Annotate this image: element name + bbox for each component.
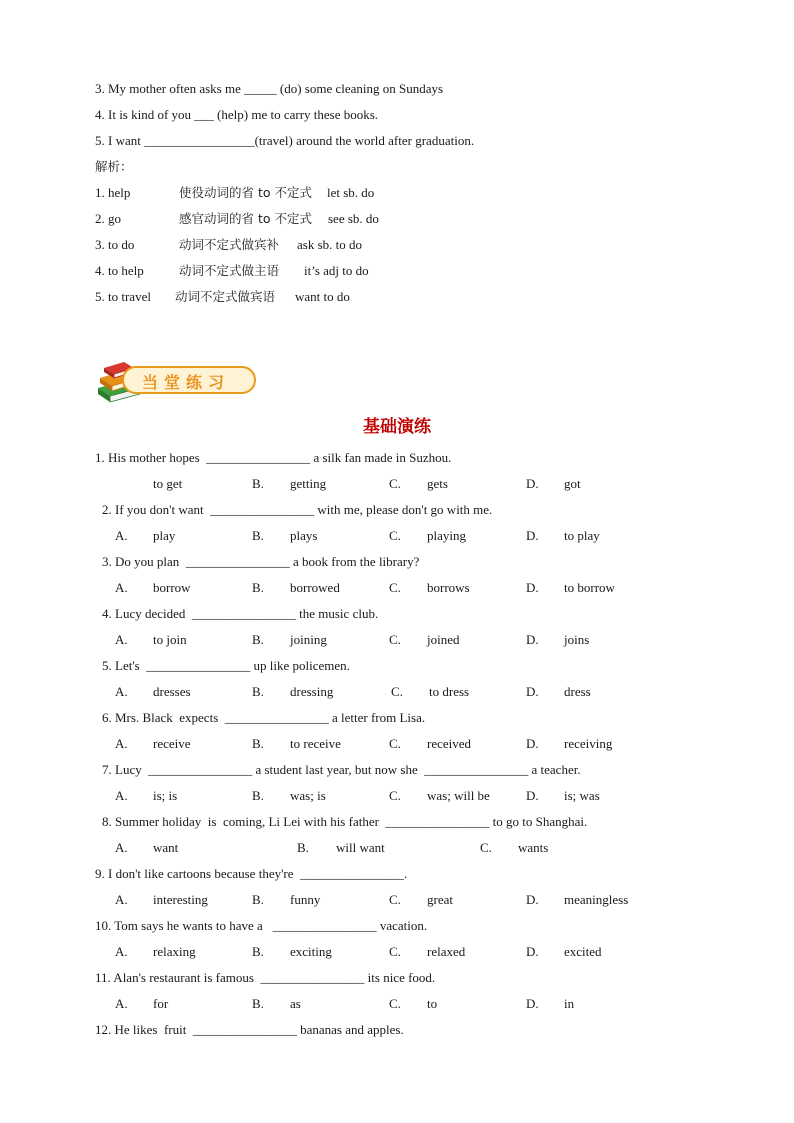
option-text[interactable]: joins xyxy=(564,632,590,647)
option-text[interactable]: borrows xyxy=(427,580,470,595)
option-letter: A. xyxy=(115,892,128,907)
option-text[interactable]: to receive xyxy=(290,736,341,751)
option-text[interactable]: joining xyxy=(290,632,327,647)
option-letter: A. xyxy=(115,840,128,855)
analysis-rule: 动词不定式做宾语 xyxy=(175,289,276,304)
option-letter: C. xyxy=(391,684,403,699)
option-text[interactable]: to play xyxy=(564,528,600,543)
banner-label: 当堂练习 xyxy=(142,373,231,392)
option-letter: D. xyxy=(526,684,539,699)
option-text[interactable]: playing xyxy=(427,528,466,543)
option-letter: D. xyxy=(526,632,539,647)
option-text[interactable]: to borrow xyxy=(564,580,615,595)
option-text[interactable]: exciting xyxy=(290,944,332,959)
option-text[interactable]: borrowed xyxy=(290,580,340,595)
option-letter: C. xyxy=(389,944,401,959)
option-text[interactable]: gets xyxy=(427,476,448,491)
analysis-rule: 动词不定式做宾补 xyxy=(179,237,280,252)
option-text[interactable]: is; is xyxy=(153,788,178,803)
option-letter: A. xyxy=(115,788,128,803)
option-text[interactable]: is; was xyxy=(564,788,600,803)
option-letter: C. xyxy=(389,736,401,751)
option-letter: A. xyxy=(115,736,128,751)
option-text[interactable]: was; will be xyxy=(427,788,490,803)
practice-banner xyxy=(94,358,259,404)
analysis-row xyxy=(95,211,379,227)
option-letter: C. xyxy=(389,580,401,595)
option-text[interactable]: great xyxy=(427,892,453,907)
option-letter: C. xyxy=(389,788,401,803)
option-letter: D. xyxy=(526,528,539,543)
option-letter: C. xyxy=(389,996,401,1011)
intro-line-4: 4. It is kind of you ___ (help) me to carry these books. xyxy=(95,107,379,122)
option-text[interactable]: interesting xyxy=(153,892,208,907)
question-text: 2. If you don't want ________________ with me, please don't go with me. xyxy=(102,502,493,517)
option-text[interactable]: meaningless xyxy=(564,892,629,907)
option-letter: B. xyxy=(252,632,264,647)
option-letter: D. xyxy=(526,788,539,803)
analysis-row xyxy=(95,263,369,279)
option-text[interactable]: was; is xyxy=(290,788,326,803)
option-letter: A. xyxy=(115,996,128,1011)
analysis-row xyxy=(95,289,350,305)
option-text[interactable]: for xyxy=(153,996,169,1011)
option-text[interactable]: excited xyxy=(564,944,602,959)
analysis-rule: 动词不定式做主语 xyxy=(179,263,280,278)
section-title: 基础演练 xyxy=(363,417,431,437)
option-text[interactable]: received xyxy=(427,736,472,751)
option-letter: B. xyxy=(252,892,264,907)
option-text[interactable]: to join xyxy=(153,632,187,647)
option-letter: B. xyxy=(252,996,264,1011)
option-letter: B. xyxy=(252,580,264,595)
analysis-pattern: want to do xyxy=(295,289,350,304)
analysis-pattern: let sb. do xyxy=(327,185,375,200)
option-letter: A. xyxy=(115,944,128,959)
option-text[interactable]: want xyxy=(153,840,179,855)
question-text: 12. He likes fruit ________________ bananas and apples. xyxy=(95,1022,404,1037)
option-text[interactable]: wants xyxy=(518,840,549,855)
option-text[interactable]: relaxed xyxy=(427,944,466,959)
option-letter: B. xyxy=(297,840,309,855)
intro-line-3: 3. My mother often asks me _____ (do) some cleaning on Sundays xyxy=(95,81,444,96)
analysis-row xyxy=(95,185,375,201)
option-letter: C. xyxy=(389,476,401,491)
question-text: 1. His mother hopes ________________ a silk fan made in Suzhou. xyxy=(95,450,452,465)
analysis-pattern: it’s adj to do xyxy=(304,263,369,278)
analysis-rule: 使役动词的省 to 不定式 xyxy=(179,185,312,200)
option-text[interactable]: dressing xyxy=(290,684,334,699)
question-text: 4. Lucy decided ________________ the music club. xyxy=(102,606,379,621)
analysis-pattern: ask sb. to do xyxy=(297,237,362,252)
analysis-answer: 5. to travel xyxy=(95,289,151,304)
intro-line-5: 5. I want _________________(travel) around the world after graduation. xyxy=(95,133,475,148)
question-text: 9. I don't like cartoons because they're ________________. xyxy=(95,866,408,881)
option-letter: D. xyxy=(526,892,539,907)
option-letter: B. xyxy=(252,476,264,491)
option-letter: B. xyxy=(252,788,264,803)
option-letter: D. xyxy=(526,736,539,751)
question-text: 7. Lucy ________________ a student last year, but now she ________________ a teacher. xyxy=(102,762,581,777)
option-letter: C. xyxy=(389,892,401,907)
option-text[interactable]: receiving xyxy=(564,736,613,751)
option-text[interactable]: plays xyxy=(290,528,318,543)
question-text: 6. Mrs. Black expects ________________ a letter from Lisa. xyxy=(102,710,426,725)
option-text[interactable]: borrow xyxy=(153,580,191,595)
option-text[interactable]: relaxing xyxy=(153,944,196,959)
option-text[interactable]: got xyxy=(564,476,581,491)
option-letter: A. xyxy=(115,528,128,543)
option-letter: C. xyxy=(480,840,492,855)
option-letter: C. xyxy=(389,632,401,647)
analysis-answer: 4. to help xyxy=(95,263,144,278)
analysis-answer: 1. help xyxy=(95,185,131,200)
option-letter: D. xyxy=(526,996,539,1011)
option-text[interactable]: to get xyxy=(153,476,183,491)
analysis-answer: 3. to do xyxy=(95,237,135,252)
option-letter: D. xyxy=(526,476,539,491)
option-text[interactable]: dresses xyxy=(153,684,191,699)
option-letter: A. xyxy=(115,632,128,647)
option-text[interactable]: in xyxy=(564,996,575,1011)
option-letter: B. xyxy=(252,528,264,543)
analysis-pattern: see sb. do xyxy=(328,211,379,226)
option-text[interactable]: to xyxy=(427,996,438,1011)
question-text: 11. Alan's restaurant is famous ________________ its nice food. xyxy=(95,970,436,985)
option-letter: C. xyxy=(389,528,401,543)
option-text[interactable]: will want xyxy=(336,840,385,855)
option-text[interactable]: to dress xyxy=(429,684,470,699)
option-text[interactable]: as xyxy=(290,996,301,1011)
question-text: 3. Do you plan ________________ a book from the library? xyxy=(102,554,420,569)
option-letter: B. xyxy=(252,736,264,751)
option-letter: A. xyxy=(115,684,128,699)
option-letter: B. xyxy=(252,684,264,699)
question-text: 5. Let's ________________ up like policemen. xyxy=(102,658,350,673)
option-letter: A. xyxy=(115,580,128,595)
analysis-row xyxy=(95,237,362,253)
analysis-heading: 解析： xyxy=(95,159,133,174)
option-letter: D. xyxy=(526,944,539,959)
option-text[interactable]: receive xyxy=(153,736,191,751)
option-text[interactable]: joined xyxy=(427,632,460,647)
question-text: 10. Tom says he wants to have a ________________ vacation. xyxy=(95,918,428,933)
option-text[interactable]: play xyxy=(153,528,176,543)
analysis-answer: 2. go xyxy=(95,211,121,226)
question-text: 8. Summer holiday is coming, Li Lei with his father ________________ to go to Shanghai. xyxy=(102,814,588,829)
option-letter: B. xyxy=(252,944,264,959)
option-text[interactable]: funny xyxy=(290,892,321,907)
option-text[interactable]: getting xyxy=(290,476,327,491)
analysis-rule: 感官动词的省 to 不定式 xyxy=(179,211,312,226)
option-text[interactable]: dress xyxy=(564,684,591,699)
option-letter: D. xyxy=(526,580,539,595)
